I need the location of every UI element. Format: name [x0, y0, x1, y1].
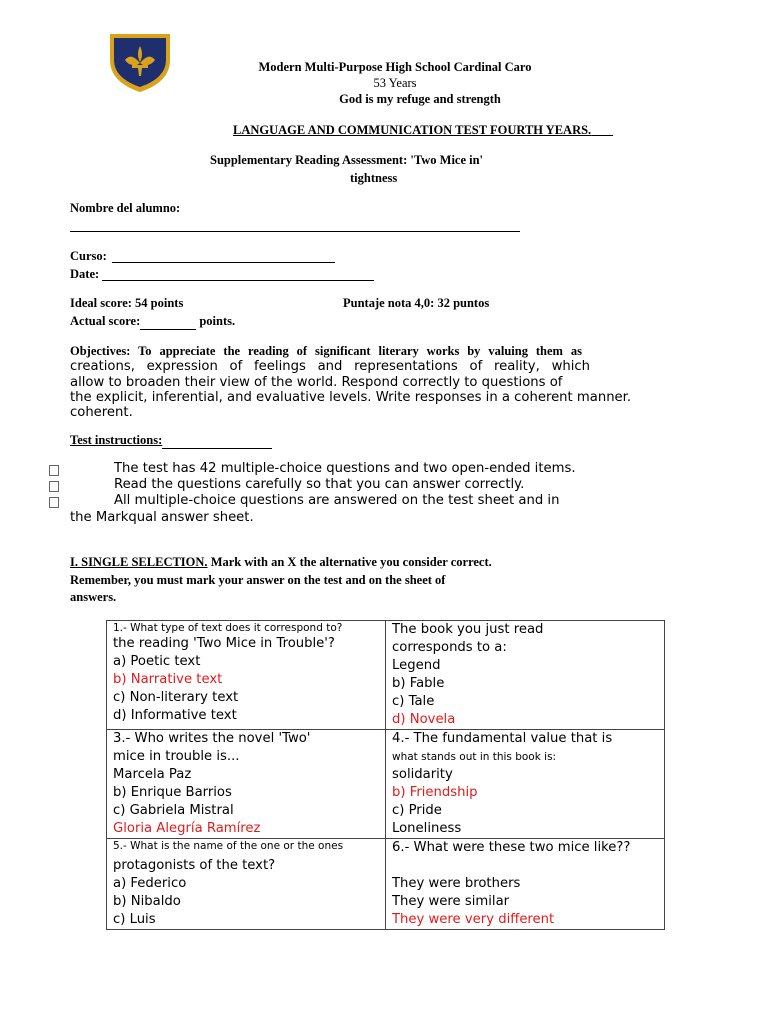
- section-heading: [70, 555, 492, 570]
- q5-option-c[interactable]: c) Luis: [113, 912, 156, 927]
- q4-option-b-selected[interactable]: b) Friendship: [392, 785, 478, 800]
- q4-option-c[interactable]: c) Pride: [392, 803, 442, 818]
- course-line[interactable]: [112, 262, 335, 263]
- ideal-score: Ideal score: 54 points: [70, 296, 184, 310]
- question-5-text: 5.- What is the name of the one or the ones: [113, 840, 344, 852]
- q2-option-b[interactable]: b) Fable: [392, 676, 445, 691]
- table-row: [107, 730, 665, 839]
- q3-option-c[interactable]: c) Gabriela Mistral: [113, 803, 234, 818]
- school-name: Modern Multi-Purpose High School Cardinal Caro: [258, 60, 532, 74]
- table-row: [107, 621, 665, 730]
- q1-option-c[interactable]: c) Non-literary text: [113, 690, 239, 705]
- objectives-line5: coherent.: [70, 405, 133, 420]
- test-title-underline-trail: [591, 123, 613, 137]
- q6-option-b[interactable]: They were similar: [392, 894, 510, 909]
- question-4-text-cont: what stands out in this book is:: [392, 751, 557, 763]
- instructions-title-underline: [162, 433, 272, 449]
- actual-score-suffix: points.: [196, 314, 236, 328]
- objectives-line3: allow to broaden their view of the world. Respond correctly to questions of: [70, 375, 563, 390]
- table-row: [107, 839, 665, 930]
- question-4-cell: [386, 730, 665, 839]
- objectives-first-line: [70, 344, 582, 359]
- q5-option-a[interactable]: a) Federico: [113, 876, 187, 891]
- student-name-line[interactable]: [70, 231, 520, 232]
- question-1-text: 1.- What type of text does it correspond to?: [113, 622, 343, 634]
- bullet-box-icon: [49, 465, 59, 476]
- instruction-item: All multiple-choice questions are answered on the test sheet and in: [114, 493, 560, 508]
- school-motto: God is my refuge and strength: [339, 92, 501, 106]
- instruction-item: The test has 42 multiple-choice questions and two open-ended items.: [114, 461, 576, 476]
- question-1-cell: [107, 621, 386, 730]
- q3-option-a[interactable]: Marcela Paz: [113, 767, 192, 782]
- question-4-text: 4.- The fundamental value that is: [392, 731, 613, 746]
- actual-score-label: Actual score:: [70, 314, 141, 328]
- q6-option-c-selected[interactable]: They were very different: [392, 912, 555, 927]
- assessment-subtitle-2: tightness: [350, 171, 398, 185]
- objectives-line1: To appreciate the reading of significant literary works by valuing them as: [138, 344, 582, 358]
- instructions-title-text: Test instructions:: [70, 433, 163, 447]
- assessment-subtitle-1: Supplementary Reading Assessment: 'Two Mice in': [210, 153, 484, 167]
- section-line3: answers.: [70, 590, 117, 604]
- q6-option-a[interactable]: They were brothers: [392, 876, 521, 891]
- question-6-cell: [386, 839, 665, 930]
- q3-option-d-selected[interactable]: Gloria Alegría Ramírez: [113, 821, 261, 836]
- actual-score: [70, 314, 235, 330]
- question-1-text-cont: the reading 'Two Mice in Trouble'?: [113, 636, 335, 651]
- test-title-text: LANGUAGE AND COMMUNICATION TEST FOURTH YEARS.: [233, 123, 592, 137]
- q5-option-b[interactable]: b) Nibaldo: [113, 894, 181, 909]
- question-2-text: The book you just read: [392, 622, 544, 637]
- instructions-title: [70, 433, 272, 449]
- question-6-text: 6.- What were these two mice like??: [392, 840, 631, 855]
- date-line[interactable]: [102, 280, 374, 281]
- grade-threshold: Puntaje nota 4,0: 32 puntos: [343, 296, 490, 310]
- question-5-cell: [107, 839, 386, 930]
- objectives-line4: the explicit, inferential, and evaluative levels. Write responses in a coherent manner.: [70, 390, 632, 405]
- question-2-cell: [386, 621, 665, 730]
- question-3-cell: [107, 730, 386, 839]
- q2-option-a[interactable]: Legend: [392, 658, 441, 673]
- q3-option-b[interactable]: b) Enrique Barrios: [113, 785, 232, 800]
- objectives-label: Objectives:: [70, 344, 131, 358]
- bullet-box-icon: [49, 481, 59, 492]
- bullet-box-icon: [49, 497, 59, 508]
- date-label: Date:: [70, 267, 100, 281]
- q1-option-d[interactable]: d) Informative text: [113, 708, 237, 723]
- q1-option-a[interactable]: a) Poetic text: [113, 654, 201, 669]
- q2-option-d-selected[interactable]: d) Novela: [392, 712, 456, 727]
- q4-option-d[interactable]: Loneliness: [392, 821, 462, 836]
- student-name-label: Nombre del alumno:: [70, 201, 181, 215]
- school-years: 53 Years: [373, 76, 417, 90]
- question-3-text-cont: mice in trouble is...: [113, 749, 240, 764]
- q2-option-c[interactable]: c) Tale: [392, 694, 435, 709]
- instruction-continuation: the Markqual answer sheet.: [70, 510, 254, 525]
- question-5-text-cont: protagonists of the text?: [113, 858, 276, 873]
- objectives-line2: creations, expression of feelings and representations of reality, which: [70, 359, 590, 374]
- q4-option-a[interactable]: solidarity: [392, 767, 453, 782]
- instruction-item: Read the questions carefully so that you can answer correctly.: [114, 477, 525, 492]
- question-2-text-cont: corresponds to a:: [392, 640, 507, 655]
- section-line2: Remember, you must mark your answer on the test and on the sheet of: [70, 573, 446, 587]
- section-title: I. SINGLE SELECTION.: [70, 555, 208, 569]
- actual-score-line[interactable]: [140, 314, 196, 330]
- course-label: Curso:: [70, 249, 107, 263]
- q1-option-b-selected[interactable]: b) Narrative text: [113, 672, 223, 687]
- question-3-text: 3.- Who writes the novel 'Two': [113, 731, 311, 746]
- test-title: [233, 123, 613, 138]
- section-instruction: Mark with an X the alternative you consider correct.: [207, 555, 492, 569]
- questions-table: [106, 620, 665, 930]
